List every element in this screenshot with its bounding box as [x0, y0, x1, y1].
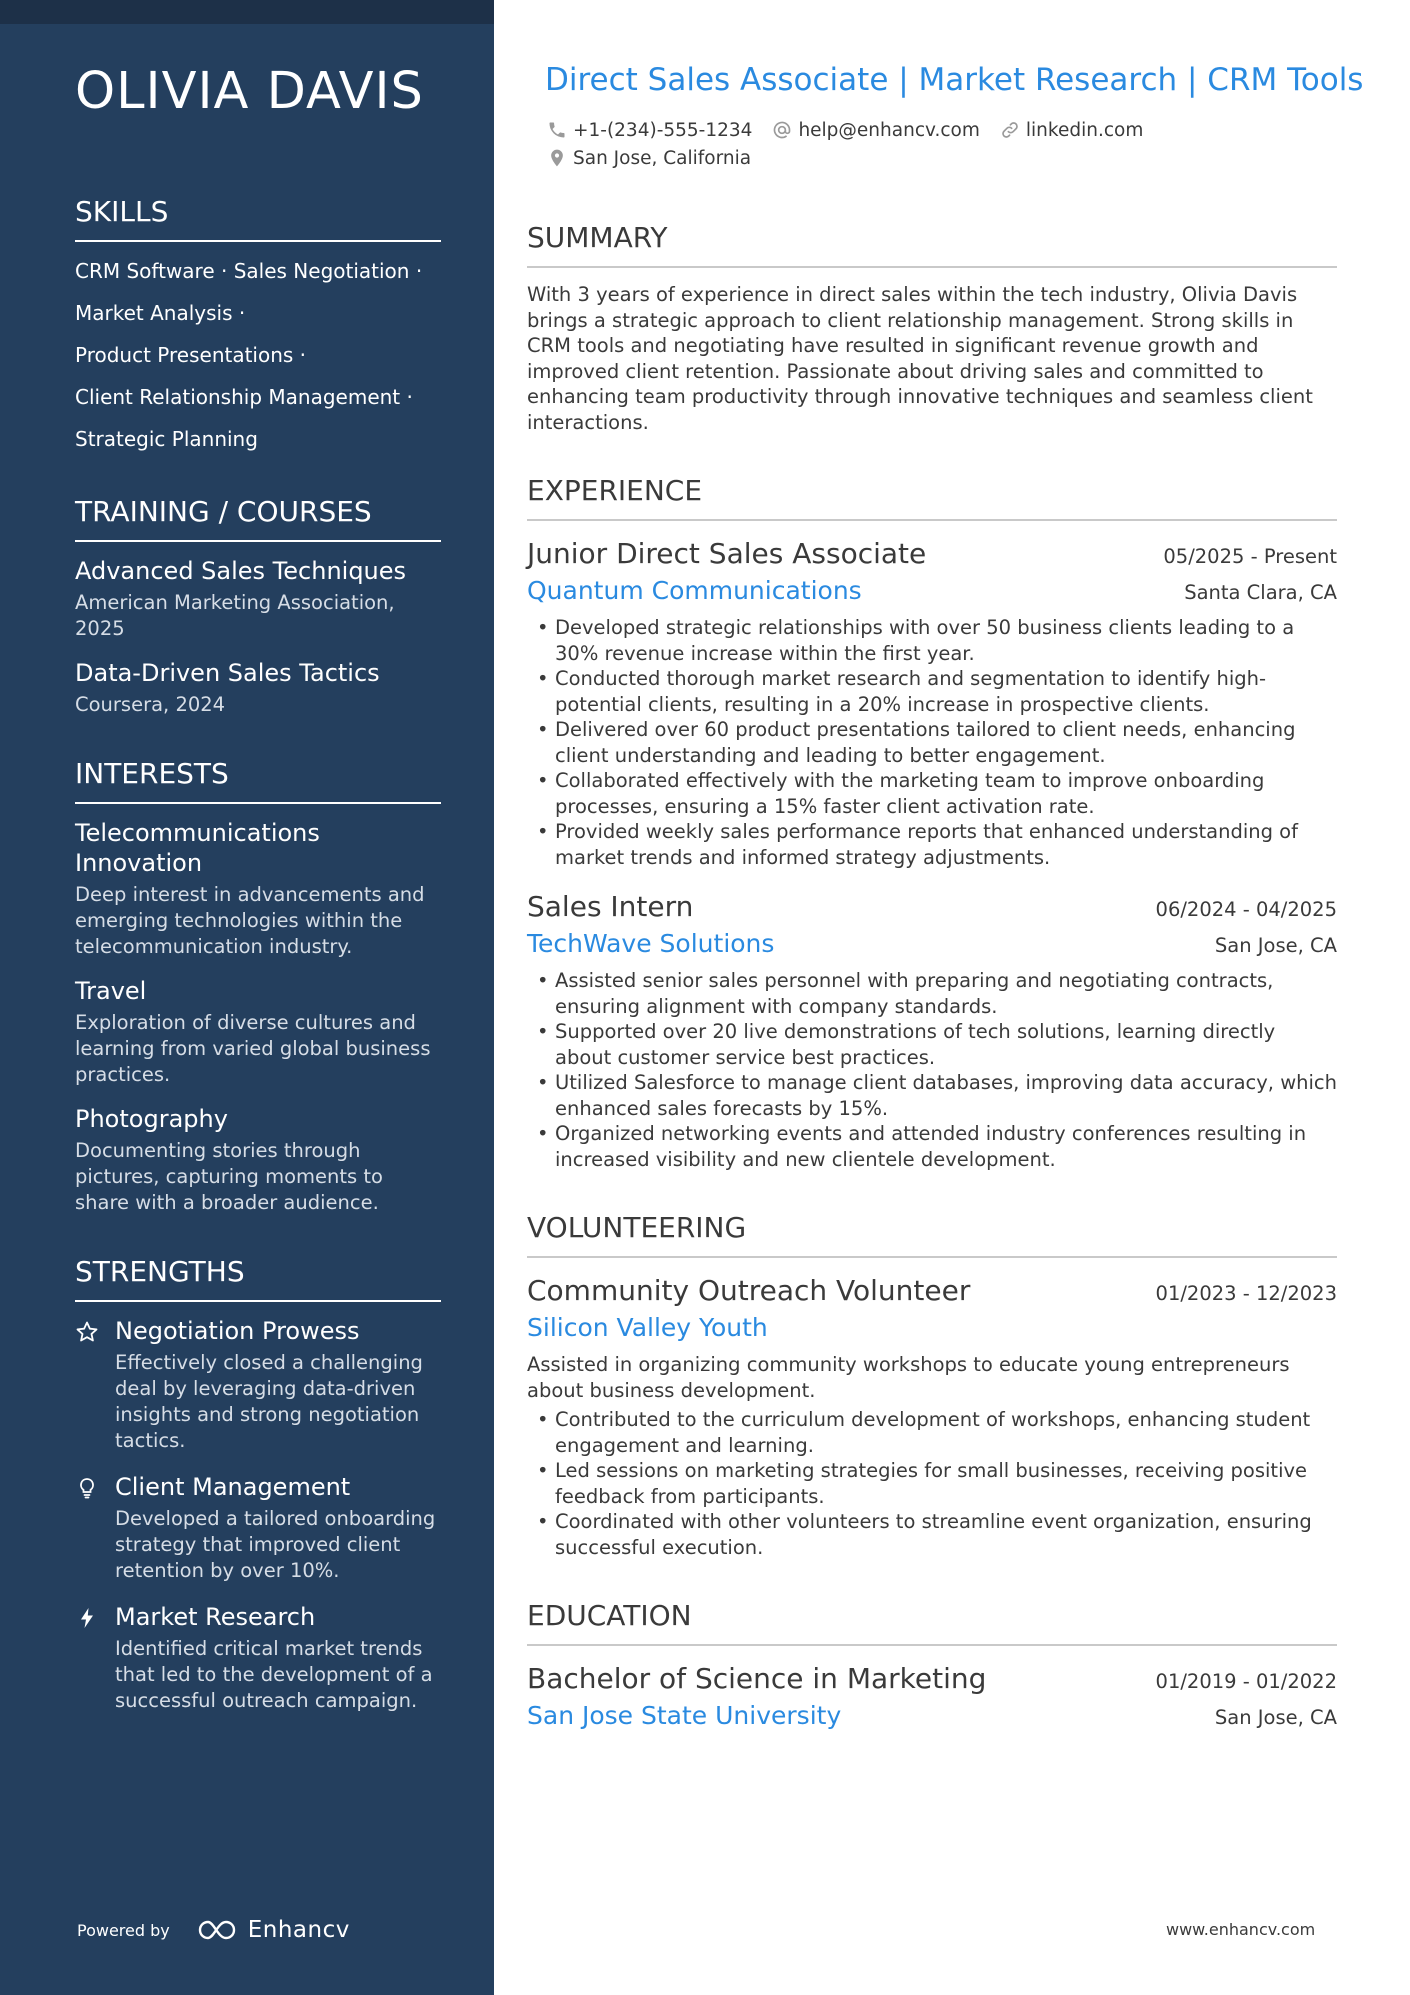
- strength-desc: Developed a tailored onboarding strategy that improved client retention by over 10%.: [115, 1507, 436, 1582]
- training-provider: Coursera, 2024: [75, 693, 226, 716]
- at-icon: [772, 120, 792, 140]
- volunteering-heading: VOLUNTEERING: [527, 1210, 1337, 1258]
- skill-line: Strategic Planning: [75, 427, 258, 451]
- interests-section: [75, 756, 441, 1216]
- volunteer-bullets: [527, 1407, 1337, 1560]
- training-item: [75, 556, 441, 642]
- contact-linkedin: [1000, 120, 1143, 141]
- training-provider: American Marketing Association, 2025: [75, 591, 395, 640]
- job-company[interactable]: Quantum Communications: [527, 576, 862, 605]
- location-text: San Jose, California: [573, 147, 752, 169]
- job-date: 06/2024 - 04/2025: [1155, 898, 1337, 921]
- candidate-name: OLIVIA DAVIS: [75, 62, 424, 121]
- strength-title: Client Management: [115, 1473, 351, 1501]
- contact-phone: [547, 120, 752, 141]
- powered-brand: Enhancv: [247, 1917, 350, 1943]
- training-section: [75, 494, 441, 718]
- bullet-item: • Organized networking events and attended industry conferences resulting in increased visibility and new clientele development.: [527, 1121, 1337, 1172]
- job-entry: [527, 888, 1337, 1172]
- interest-item: [75, 976, 441, 1088]
- lightbulb-icon: [75, 1472, 115, 1584]
- strength-desc: Identified critical market trends that led to the development of a successful outreach campaign.: [115, 1637, 433, 1712]
- sidebar: [0, 0, 494, 1995]
- skill-line: Product Presentations ·: [75, 343, 307, 367]
- skills-section: [75, 194, 441, 460]
- degree-title: Bachelor of Science in Marketing: [527, 1662, 987, 1695]
- education-section: [527, 1598, 1337, 1734]
- experience-section: [527, 473, 1337, 1172]
- volunteer-date: 01/2023 - 12/2023: [1155, 1282, 1337, 1305]
- bullet-item: • Conducted thorough market research and segmentation to identify high-potential clients, resulting in a 20% increase in prospective clients.: [527, 666, 1337, 717]
- job-location: Santa Clara, CA: [1184, 581, 1337, 604]
- training-heading: TRAINING / COURSES: [75, 494, 441, 542]
- interest-item: [75, 1104, 441, 1216]
- skill-line: Market Analysis ·: [75, 301, 246, 325]
- bullet-item: • Provided weekly sales performance reports that enhanced understanding of market trends and informed strategy adjustments.: [527, 819, 1337, 870]
- link-icon: [1000, 120, 1020, 140]
- phone-icon: [547, 120, 567, 140]
- interest-desc: Documenting stories through pictures, capturing moments to share with a broader audience.: [75, 1139, 383, 1214]
- sidebar-top-bar: [0, 0, 494, 24]
- job-company[interactable]: TechWave Solutions: [527, 929, 775, 958]
- strengths-heading: STRENGTHS: [75, 1254, 441, 1302]
- star-icon: [75, 1316, 115, 1454]
- training-title: Advanced Sales Techniques: [75, 557, 407, 585]
- strengths-section: [75, 1254, 441, 1714]
- enhancv-logo-icon: [196, 1918, 242, 1942]
- job-date: 05/2025 - Present: [1163, 545, 1337, 568]
- summary-text: With 3 years of experience in direct sales within the tech industry, Olivia Davis brings a strategic approach to client relationship management. Strong skills in CRM tools and negotiating have resulted in significant revenue growth and improved client retention. Passionate about driving sales and committed to enhancing team productivity through innovative techniques and seamless client interactions.: [527, 283, 1313, 434]
- strength-title: Market Research: [115, 1603, 316, 1631]
- education-date: 01/2019 - 01/2022: [1155, 1670, 1337, 1693]
- skill-line: Client Relationship Management ·: [75, 385, 413, 409]
- volunteering-section: [527, 1210, 1337, 1560]
- job-title: Junior Direct Sales Associate: [527, 537, 927, 570]
- lightning-icon: [75, 1602, 115, 1714]
- job-title: Sales Intern: [527, 890, 694, 923]
- summary-section: [527, 220, 1337, 435]
- school-location: San Jose, CA: [1214, 1706, 1337, 1729]
- strength-item: [75, 1316, 441, 1454]
- bullet-item: • Delivered over 60 product presentations tailored to client needs, enhancing client understanding and leading to better engagement.: [527, 717, 1337, 768]
- bullet-item: • Developed strategic relationships with over 50 business clients leading to a 30% revenue increase within the first year.: [527, 615, 1337, 666]
- interest-item: [75, 818, 441, 960]
- training-title: Data-Driven Sales Tactics: [75, 659, 380, 687]
- strength-item: [75, 1602, 441, 1714]
- job-location: San Jose, CA: [1214, 934, 1337, 957]
- school-name[interactable]: San Jose State University: [527, 1701, 842, 1730]
- main-content: [527, 0, 1364, 1995]
- interest-title: Travel: [75, 977, 147, 1005]
- bullet-item: • Contributed to the curriculum development of workshops, enhancing student engagement and learning.: [527, 1407, 1337, 1458]
- skill-line: CRM Software · Sales Negotiation ·: [75, 259, 423, 283]
- education-heading: EDUCATION: [527, 1598, 1337, 1646]
- volunteer-desc: Assisted in organizing community workshops to educate young entrepreneurs about business development.: [527, 1353, 1290, 1402]
- powered-label: Powered by: [77, 1920, 170, 1940]
- bullet-item: • Coordinated with other volunteers to streamline event organization, ensuring successful execution.: [527, 1509, 1337, 1560]
- volunteer-title: Community Outreach Volunteer: [527, 1274, 971, 1307]
- strength-title: Negotiation Prowess: [115, 1317, 360, 1345]
- bullet-item: • Assisted senior sales personnel with preparing and negotiating contracts, ensuring alignment with company standards.: [527, 968, 1337, 1019]
- contact-location: [547, 148, 751, 169]
- linkedin-text[interactable]: linkedin.com: [1025, 119, 1144, 141]
- skills-list: [75, 250, 441, 460]
- bullet-item: • Collaborated effectively with the marketing team to improve onboarding processes, ensuring a 15% faster client activation rate.: [527, 768, 1337, 819]
- email-text[interactable]: help@enhancv.com: [798, 119, 980, 141]
- summary-heading: SUMMARY: [527, 220, 1337, 268]
- interest-desc: Exploration of diverse cultures and learning from varied global business practices.: [75, 1011, 431, 1086]
- contact-email: [772, 120, 979, 141]
- contact-info: [547, 116, 1163, 172]
- powered-by: [77, 1917, 350, 1943]
- phone-text[interactable]: +1-(234)-555-1234: [573, 119, 753, 141]
- job-bullets: [527, 968, 1337, 1172]
- location-pin-icon: [547, 148, 567, 168]
- bullet-item: • Utilized Salesforce to manage client databases, improving data accuracy, which enhanced sales forecasts by 15%.: [527, 1070, 1337, 1121]
- job-entry: [527, 535, 1337, 870]
- interest-title: Telecommunications Innovation: [75, 819, 320, 877]
- interest-title: Photography: [75, 1105, 228, 1133]
- bullet-item: • Supported over 20 live demonstrations of tech solutions, learning directly about customer service best practices.: [527, 1019, 1337, 1070]
- footer-url[interactable]: www.enhancv.com: [1166, 1920, 1316, 1939]
- interests-heading: INTERESTS: [75, 756, 441, 804]
- interest-desc: Deep interest in advancements and emerging technologies within the telecommunication industry.: [75, 883, 425, 958]
- skills-heading: SKILLS: [75, 194, 441, 242]
- headline: Direct Sales Associate | Market Research | CRM Tools: [545, 62, 1364, 98]
- training-item: [75, 658, 441, 718]
- strength-item: [75, 1472, 441, 1584]
- job-bullets: [527, 615, 1337, 870]
- volunteer-org[interactable]: Silicon Valley Youth: [527, 1313, 768, 1342]
- bullet-item: • Led sessions on marketing strategies for small businesses, receiving positive feedback from participants.: [527, 1458, 1337, 1509]
- strength-desc: Effectively closed a challenging deal by leveraging data-driven insights and strong negotiation tactics.: [115, 1351, 423, 1452]
- experience-heading: EXPERIENCE: [527, 473, 1337, 521]
